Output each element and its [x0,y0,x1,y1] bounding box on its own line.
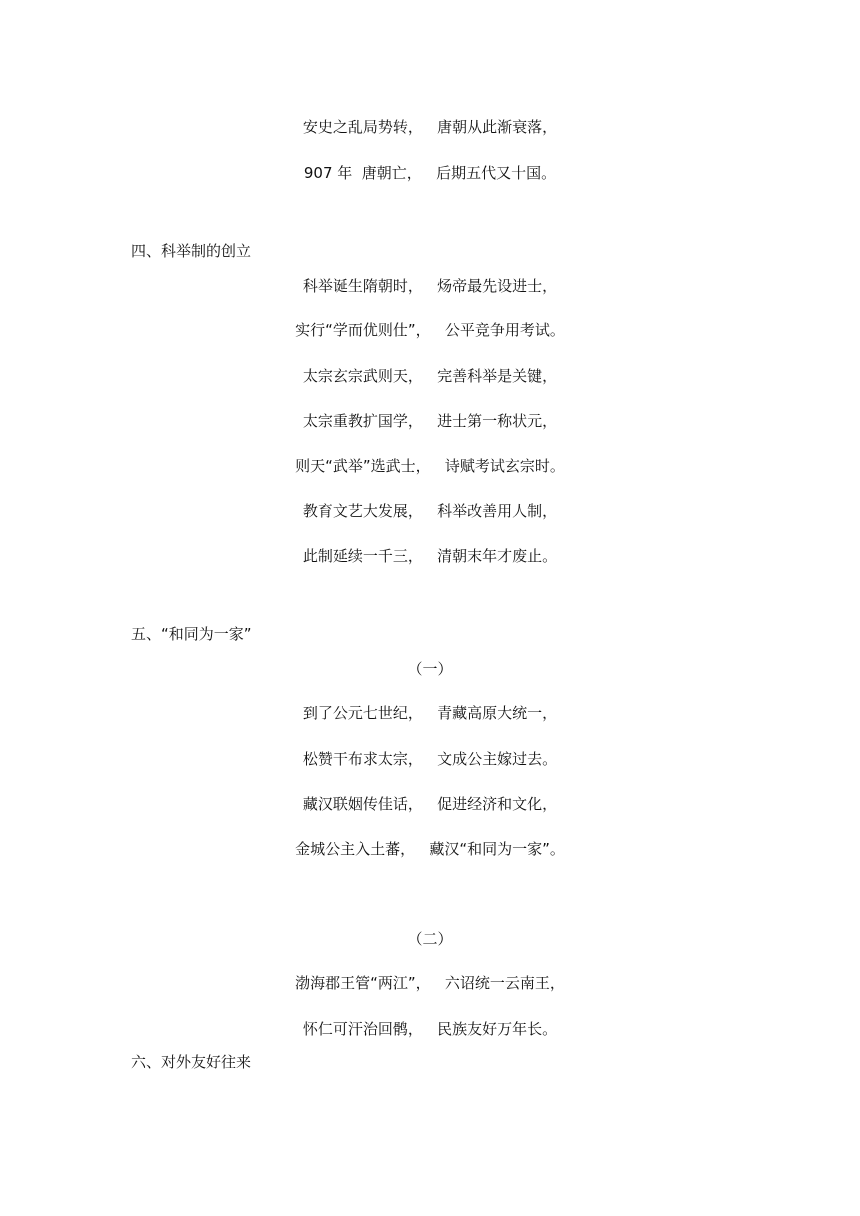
poem-line: 科举诞生隋朝时， 炀帝最先设进士， [302,277,558,295]
subsection-label: （一） [407,660,453,678]
poem-line: 太宗重教扩国学， 进士第一称状元， [302,412,558,430]
poem-line: 此制延续一千三， 清朝末年才废止。 [302,547,558,565]
poem-line: 怀仁可汗治回鹘， 民族友好万年长。 [302,1020,558,1038]
poem-line: 到了公元七世纪， 青藏高原大统一， [302,704,558,722]
subsection-label: （二） [407,930,453,948]
poem-line: 渤海郡王管“两江”， 六诏统一云南王， [295,974,565,992]
poem-line: 金城公主入土蕃， 藏汉“和同为一家”。 [295,840,565,858]
poem-line: 松赞干布求太宗， 文成公主嫁过去。 [302,750,558,768]
section-heading-4: 四、科举制的创立 [131,242,252,260]
poem-line: 藏汉联姻传佳话， 促进经济和文化， [302,795,558,813]
poem-line: 安史之乱局势转， 唐朝从此渐衰落， [302,118,558,136]
section-heading-5: 五、“和同为一家” [131,625,252,643]
poem-line: 教育文艺大发展， 科举改善用人制， [302,502,558,520]
poem-line: 则天“武举”选武士， 诗赋考试玄宗时。 [295,457,565,475]
poem-line: 907 年 唐朝亡， 后期五代又十国。 [303,164,557,182]
poem-line: 实行“学而优则仕”， 公平竞争用考试。 [295,321,565,339]
section-heading-6: 六、对外友好往来 [131,1053,252,1071]
poem-line: 太宗玄宗武则天， 完善科举是关键， [302,367,558,385]
